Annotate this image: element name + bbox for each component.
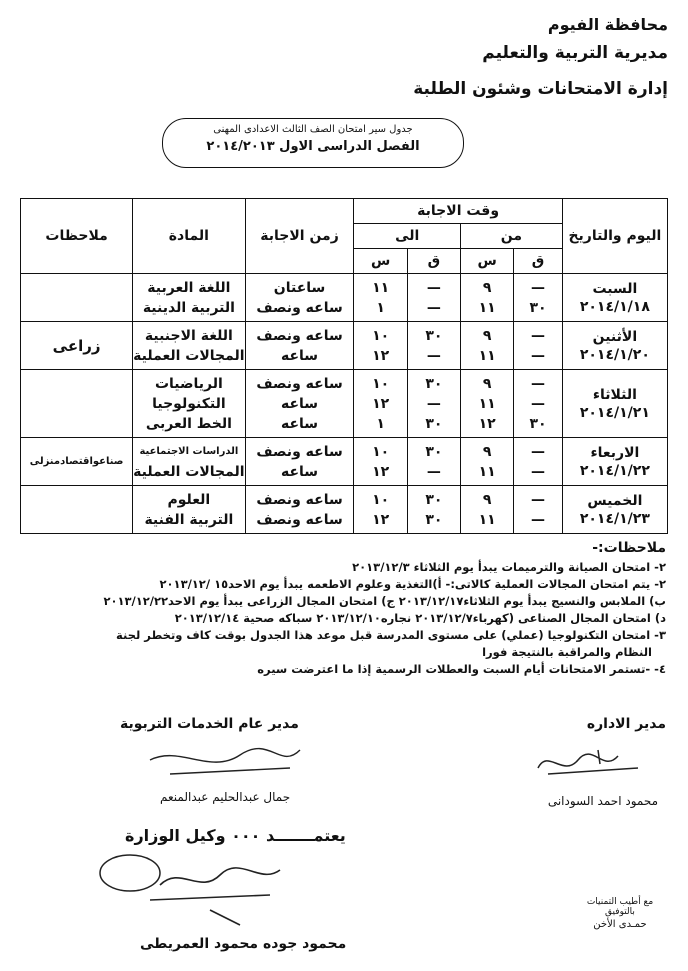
services-director-name: جمال عبدالحليم عبدالمنعم — [160, 790, 291, 804]
from-s-cell — [461, 486, 514, 534]
deputy-name: محمود جوده محمود العمريطى — [140, 936, 347, 952]
col-notes: ملاحظات — [21, 199, 133, 274]
cell-value: — — [531, 443, 546, 460]
cell-value: ٣٠ — [425, 327, 443, 344]
cell-value: — — [531, 279, 546, 296]
note-line: ٢- يتم امتحان المجالات العملية كالاتى:- أ)التغذية وعلوم الاطعمه يبدأ يوم الاحد١٥ /٢٠١٣/١٢ — [159, 577, 666, 591]
table-row — [21, 438, 668, 486]
cell-value: اللغة العربية — [147, 279, 231, 296]
duration-cell — [245, 322, 354, 370]
cell-value: ١١ — [478, 395, 496, 412]
subject-cell — [133, 438, 245, 486]
cell-value: الرياضيات — [154, 375, 223, 392]
header-governorate: محافظة الفيوم — [547, 15, 668, 34]
cell-value: ساعتان — [273, 279, 326, 296]
cell-value: التكنولوجيا — [152, 395, 226, 412]
cell-value: المجالات العملية — [133, 347, 245, 364]
from-q-cell — [514, 438, 562, 486]
cell-value: ١٠ — [372, 443, 390, 460]
from-q-cell — [514, 370, 562, 438]
cell-value: ساعه ونصف — [256, 511, 343, 528]
to-s-cell — [354, 438, 407, 486]
cell-value: ساعه ونصف — [256, 375, 343, 392]
schedule-title-box — [162, 118, 464, 168]
note-line: ٣- امتحان التكنولوجيا (عملي) على مستوى المدرسة قبل موعد هذا الجدول بوقت كاف وتخطر لجنة — [116, 628, 666, 642]
cell-value: ساعه — [281, 347, 319, 364]
admin-director-name: محمود احمد السودانى — [547, 794, 658, 808]
cell-value: ٣٠ — [425, 443, 443, 460]
from-s-cell — [461, 438, 514, 486]
col-to: الى — [354, 224, 461, 249]
note-line: د) امتحان المجال الصناعى (كهرباء٢٠١٣/١٢/٧ نجاره٢٠١٣/١٢/١٠ سباكه صحية ٢٠١٣/١٢/١٤ — [174, 611, 666, 625]
cell-value: ١١ — [478, 347, 496, 364]
to-q-cell — [407, 486, 460, 534]
schedule-title: جدول سير امتحان الصف الثالث الاعدادى المهنى — [213, 124, 413, 135]
duration-cell — [245, 486, 354, 534]
note-line: النظام والمراقبة بالنتيجة فورا — [482, 645, 652, 659]
to-s-cell — [354, 322, 407, 370]
to-q-cell — [407, 438, 460, 486]
cell-value: ١٢ — [372, 511, 390, 528]
cell-value: ساعه ونصف — [256, 327, 343, 344]
deputy-signature — [90, 845, 290, 935]
from-s-cell — [461, 322, 514, 370]
day-date: ٢٠١٤/١/٢١ — [579, 404, 650, 421]
cell-value: — — [531, 511, 546, 528]
semester-title: الفصل الدراسى الاول ٢٠١٤/٢٠١٣ — [206, 139, 420, 154]
notes-cell: صناعواقتصادمنزلى — [21, 438, 133, 486]
cell-value: — — [531, 395, 546, 412]
cell-value: ساعه ونصف — [256, 299, 343, 316]
cell-value: العلوم — [167, 491, 211, 508]
cell-value: ٣٠ — [529, 415, 547, 432]
subject-cell — [133, 322, 245, 370]
cell-value: ٩ — [482, 443, 492, 460]
cell-value: ١٢ — [372, 395, 390, 412]
notes-cell — [21, 486, 133, 534]
from-q-cell — [514, 274, 562, 322]
cell-value: ١ — [376, 415, 385, 432]
cell-value: التربية الفنية — [144, 511, 234, 528]
day-cell — [562, 370, 667, 438]
notes-cell — [21, 370, 133, 438]
day-date: ٢٠١٤/١/١٨ — [579, 298, 650, 315]
cell-value: — — [426, 299, 441, 316]
to-s-cell — [354, 274, 407, 322]
col-to-s: س — [354, 249, 407, 274]
ministry-approval: يعتمـــــــد ٠٠٠ وكيل الوزارة — [125, 826, 346, 845]
cell-value: ساعه — [281, 415, 319, 432]
cell-value: اللغة الاجنبية — [144, 327, 233, 344]
table-row — [21, 322, 668, 370]
cell-value: ٩ — [482, 375, 492, 392]
cell-value: ١٢ — [372, 347, 390, 364]
cell-value: — — [531, 347, 546, 364]
from-q-cell — [514, 486, 562, 534]
cell-value: ساعه — [281, 463, 319, 480]
col-subject: المادة — [133, 199, 245, 274]
notes-cell: زراعى — [21, 322, 133, 370]
admin-director-title: مدير الاداره — [586, 716, 666, 732]
to-s-cell — [354, 486, 407, 534]
cell-value: ٣٠ — [425, 415, 443, 432]
cell-value: المجالات العملية — [133, 463, 245, 480]
table-row — [21, 370, 668, 438]
duration-cell — [245, 438, 354, 486]
day-cell — [562, 486, 667, 534]
day-date: ٢٠١٤/١/٢٠ — [579, 346, 650, 363]
note-line: ٤- -تستمر الامتحانات أيام السبت والعطلات الرسمية إذا ما اعترضت سيره — [257, 662, 666, 676]
duration-cell — [245, 370, 354, 438]
best-wishes — [575, 897, 665, 930]
cell-value: ٩ — [482, 491, 492, 508]
col-from: من — [461, 224, 563, 249]
cell-value: — — [531, 491, 546, 508]
col-answer-time: وقت الاجابة — [354, 199, 562, 224]
cell-value: ١٠ — [372, 375, 390, 392]
day-date: ٢٠١٤/١/٢٢ — [579, 462, 650, 479]
from-s-cell — [461, 370, 514, 438]
to-q-cell — [407, 274, 460, 322]
subject-cell — [133, 486, 245, 534]
day-name: الثلاثاء — [592, 386, 637, 403]
exam-schedule-table — [20, 198, 668, 534]
notes-section — [16, 540, 666, 678]
table-row — [21, 486, 668, 534]
cell-value: ١٢ — [478, 415, 496, 432]
day-date: ٢٠١٤/١/٢٣ — [579, 510, 650, 527]
cell-value: ١ — [376, 299, 385, 316]
cell-value: التربية الدينية — [142, 299, 235, 316]
wishes-line: مع أطيب التمنيات بالتوفيق — [586, 897, 654, 917]
day-name: الخميس — [587, 492, 643, 509]
duration-cell — [245, 274, 354, 322]
note-line: ٢- امتحان الصيانة والترميمات يبدأ يوم الثلاثاء ٢٠١٣/١٢/٣ — [352, 560, 666, 574]
table-row — [21, 274, 668, 322]
cell-value: ساعه ونصف — [256, 491, 343, 508]
subject-cell — [133, 370, 245, 438]
cell-value: — — [426, 279, 441, 296]
to-q-cell — [407, 370, 460, 438]
cell-value: ١٠ — [372, 327, 390, 344]
cell-value: — — [426, 463, 441, 480]
cell-value: ساعه ونصف — [256, 443, 343, 460]
cell-value: ٣٠ — [425, 491, 443, 508]
header-department: إدارة الامتحانات وشئون الطلبة — [413, 79, 668, 99]
from-s-cell — [461, 274, 514, 322]
col-from-q: ق — [514, 249, 562, 274]
cell-value: — — [531, 375, 546, 392]
cell-value: ١١ — [478, 463, 496, 480]
header-directorate: مديرية التربية والتعليم — [482, 43, 668, 63]
to-s-cell — [354, 370, 407, 438]
cell-value: ساعه — [281, 395, 319, 412]
cell-value: الدراسات الاجتماعية — [139, 445, 239, 457]
note-line: ب) الملابس والنسيج يبدأ يوم الثلاثاء٢٠١٣/١٢/١٧ ج) امتحان المجال الزراعى يبدأ يوم الاحد٢٠١٣/١٢/٢٢ — [103, 594, 666, 608]
wishes-signer: حمـدى الأخن — [593, 919, 647, 930]
cell-value: ٩ — [482, 327, 492, 344]
day-name: الاربعاء — [590, 444, 640, 461]
to-q-cell — [407, 322, 460, 370]
cell-value: ٩ — [482, 279, 492, 296]
cell-value: ٣٠ — [529, 299, 547, 316]
day-name: السبت — [592, 280, 638, 297]
from-q-cell — [514, 322, 562, 370]
cell-value: ٣٠ — [425, 375, 443, 392]
day-cell — [562, 438, 667, 486]
day-cell — [562, 274, 667, 322]
cell-value: ٣٠ — [425, 511, 443, 528]
cell-value: — — [426, 395, 441, 412]
cell-value: — — [531, 463, 546, 480]
services-director-title: مدير عام الخدمات التربوية — [120, 716, 299, 732]
cell-value: — — [531, 327, 546, 344]
notes-cell — [21, 274, 133, 322]
day-name: الأثنين — [592, 328, 638, 345]
cell-value: الخط العربى — [145, 415, 232, 432]
notes-title: ملاحظات:- — [592, 540, 666, 556]
col-day: اليوم والتاريخ — [562, 199, 667, 274]
cell-value: ١١ — [478, 299, 496, 316]
services-signature — [140, 740, 310, 790]
cell-value: — — [426, 347, 441, 364]
cell-value: ١٠ — [372, 491, 390, 508]
admin-signature — [528, 738, 648, 788]
cell-value: ١٢ — [372, 463, 390, 480]
day-cell — [562, 322, 667, 370]
subject-cell — [133, 274, 245, 322]
col-duration: زمن الاجابة — [245, 199, 354, 274]
col-to-q: ق — [407, 249, 460, 274]
cell-value: ١١ — [478, 511, 496, 528]
cell-value: ١١ — [372, 279, 390, 296]
col-from-s: س — [461, 249, 514, 274]
